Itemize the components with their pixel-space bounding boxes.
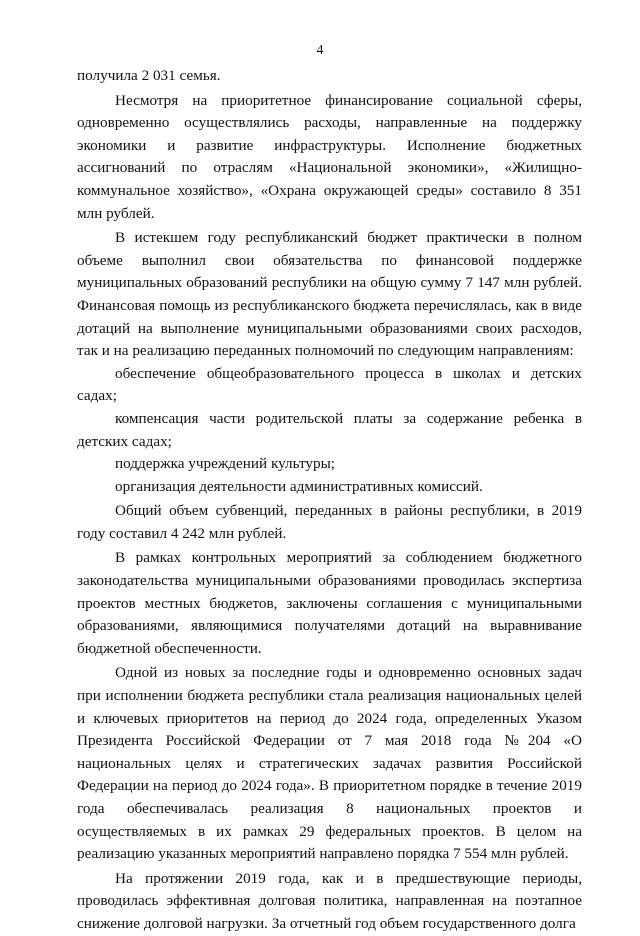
paragraph: В истекшем году республиканский бюджет практически в полном объеме выполнил свои обязательства по финансовой поддержке муниципальных образований республики на общую сумму 7 147 млн рублей. Финансовая помощь из республиканского бюджета перечислялась, как в виде дотаций на выполнение муниципальными образованиями своих расходов, так и на реализацию переданных полномочий по следующим направлениям: xyxy=(77,229,582,360)
document-body xyxy=(77,65,582,936)
paragraph: На протяжении 2019 года, как и в предшествующие периоды, проводилась эффективная долговая политика, направленная на поэтапное снижение долговой нагрузки. За отчетный год объем государственного долга xyxy=(77,869,582,932)
page-number: 4 xyxy=(316,43,324,58)
list-item: организация деятельности административных комиссий. xyxy=(115,477,483,495)
paragraph: Несмотря на приоритетное финансирование социальной сферы, одновременно осуществлялись расходы, направленные на поддержку экономики и развитие инфраструктуры. Исполнение бюджетных ассигнований по отраслям «Национальной экономики», «Жилищно-коммунальное хозяйство», «Охрана окружающей среды» составило 8 351 млн рублей. xyxy=(77,91,582,222)
paragraph: В рамках контрольных мероприятий за соблюдением бюджетного законодательства муниципальными образованиями проводилась экспертиза проектов местных бюджетов, заключены соглашения с муниципальными образованиями, являющимися получателями дотаций на выравнивание бюджетной обеспеченности. xyxy=(77,549,582,657)
list-item: обеспечение общеобразовательного процесса в школах и детских садах; xyxy=(77,364,582,405)
list-item: поддержка учреждений культуры; xyxy=(115,455,336,473)
list-item: компенсация части родительской платы за содержание ребенка в детских садах; xyxy=(77,409,582,450)
paragraph: получила 2 031 семья. xyxy=(77,67,221,84)
paragraph: Одной из новых за последние годы и одновременно основных задач при исполнении бюджета республики стала реализация национальных целей и ключевых приоритетов на период до 2024 года, определенных Указом Президента Российской Федерации от 7 мая 2018 года №204 «О национальных целях и стратегических задачах развития Российской Федерации на период до 2024 года». В приоритетном порядке в течение 2019 года обеспечивалась реализация 8 национальных проектов и осуществляемых в их рамках 29 федеральных проектов. В целом на реализацию указанных мероприятий направлено порядка 7 554 млн рублей. xyxy=(77,664,582,863)
paragraph: Общий объем субвенций, переданных в районы республики, в 2019 году составил 4 242 млн рублей. xyxy=(77,502,582,542)
